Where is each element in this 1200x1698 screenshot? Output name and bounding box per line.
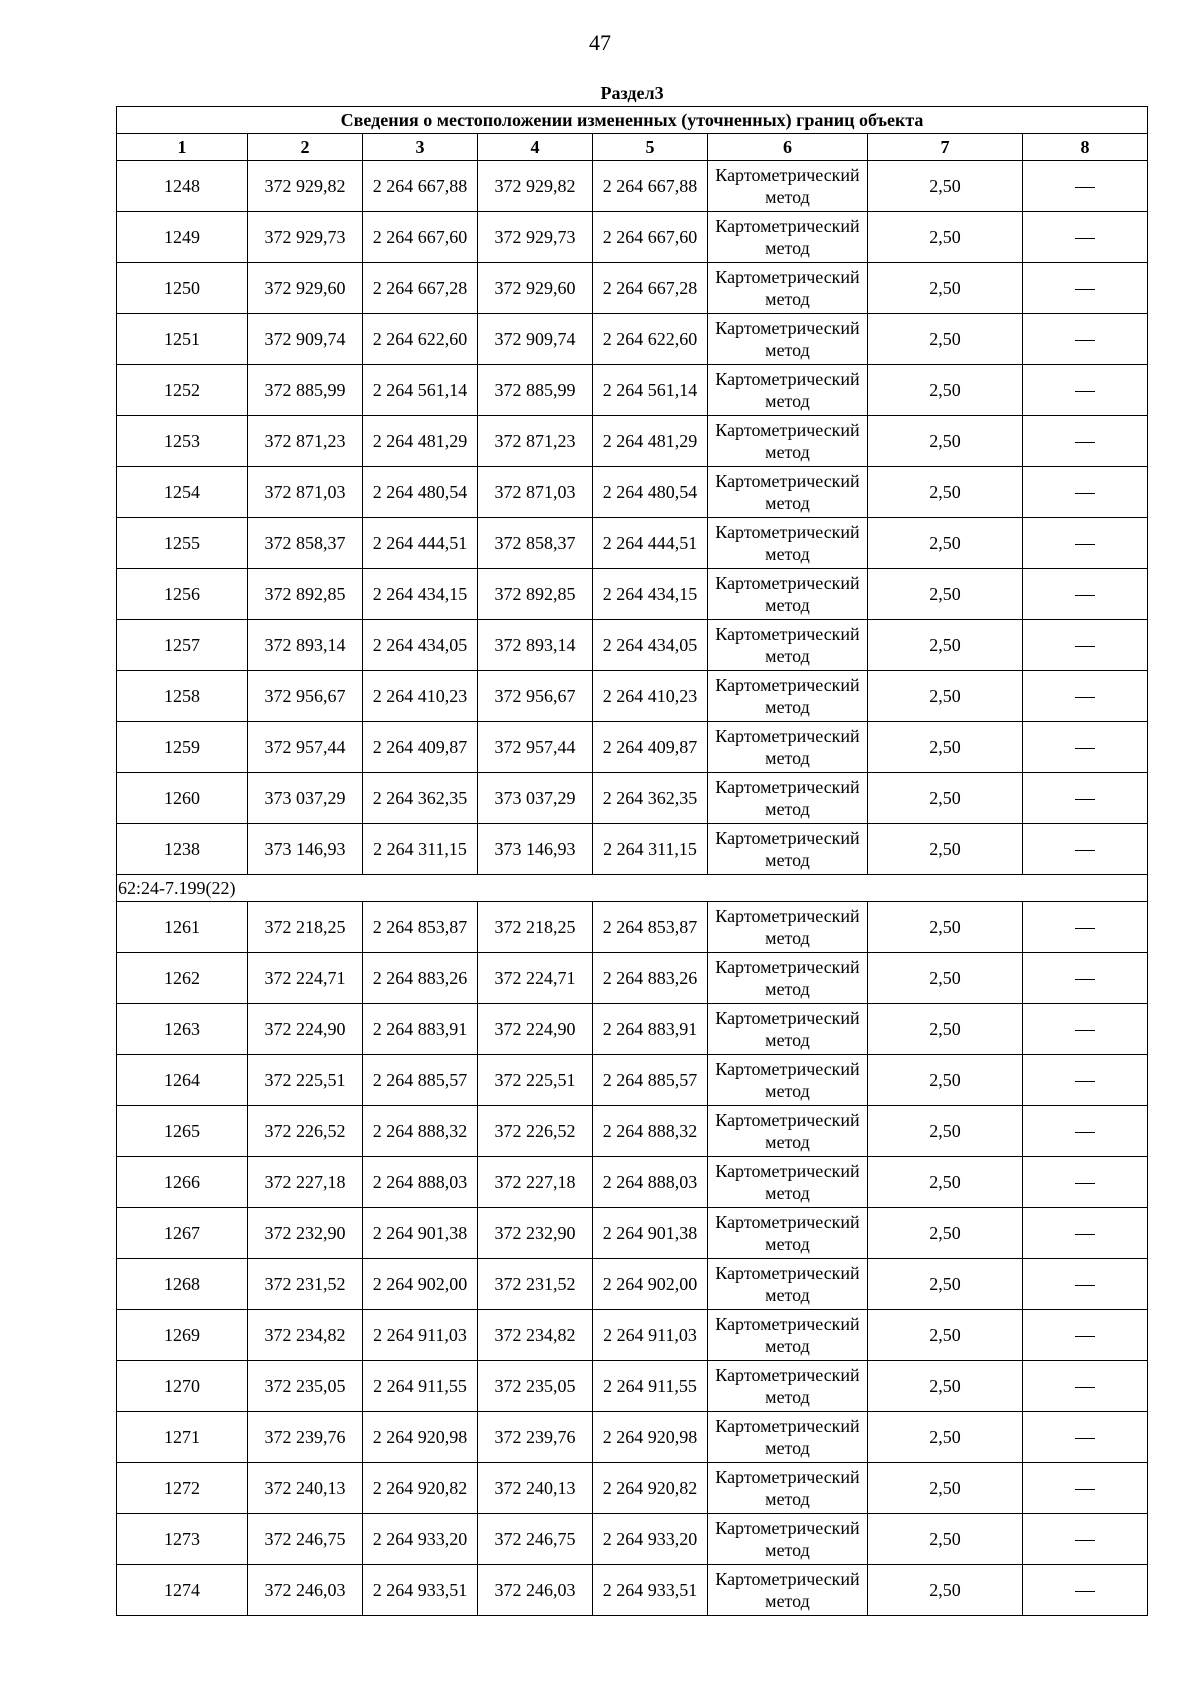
cell-y-refined: 2 264 888,03 [593,1157,708,1208]
cell-method: Картометрический метод [708,161,868,212]
cell-x-refined: 372 957,44 [478,722,593,773]
table-row [117,902,1148,953]
cell-accuracy: 2,50 [868,824,1023,875]
cell-x-refined: 372 224,90 [478,1004,593,1055]
table-row [117,1157,1148,1208]
cell-method: Картометрический метод [708,1004,868,1055]
cell-method: Картометрический метод [708,1055,868,1106]
cell-point-number: 1258 [117,671,248,722]
cell-y-existing: 2 264 933,20 [363,1514,478,1565]
table-row [117,620,1148,671]
cell-y-refined: 2 264 911,03 [593,1310,708,1361]
table-row [117,365,1148,416]
cell-y-existing: 2 264 622,60 [363,314,478,365]
cell-y-refined: 2 264 901,38 [593,1208,708,1259]
cell-x-existing: 372 929,73 [248,212,363,263]
cell-method: Картометрический метод [708,1514,868,1565]
cell-x-refined: 373 037,29 [478,773,593,824]
cell-empty [1023,1514,1148,1565]
column-number-1: 1 [117,134,248,161]
cell-x-existing: 372 224,90 [248,1004,363,1055]
cell-empty [1023,1259,1148,1310]
table-row [117,671,1148,722]
cell-x-refined: 372 232,90 [478,1208,593,1259]
cell-point-number: 1255 [117,518,248,569]
cell-y-refined: 2 264 933,51 [593,1565,708,1616]
cell-accuracy: 2,50 [868,263,1023,314]
cell-point-number: 1249 [117,212,248,263]
cell-x-existing: 372 225,51 [248,1055,363,1106]
dash-icon [1075,238,1095,239]
cell-accuracy: 2,50 [868,1157,1023,1208]
dash-icon [1075,1132,1095,1133]
cell-x-existing: 372 218,25 [248,902,363,953]
cell-method: Картометрический метод [708,1259,868,1310]
page-number: 47 [589,30,611,55]
cell-y-existing: 2 264 667,28 [363,263,478,314]
cell-y-existing: 2 264 920,82 [363,1463,478,1514]
cell-method: Картометрический метод [708,212,868,263]
cell-x-existing: 372 957,44 [248,722,363,773]
cell-point-number: 1274 [117,1565,248,1616]
cell-y-existing: 2 264 434,05 [363,620,478,671]
cell-x-existing: 372 227,18 [248,1157,363,1208]
cell-y-existing: 2 264 667,60 [363,212,478,263]
column-number-5: 5 [593,134,708,161]
cell-x-existing: 372 234,82 [248,1310,363,1361]
cell-point-number: 1273 [117,1514,248,1565]
cell-x-existing: 372 239,76 [248,1412,363,1463]
cell-empty [1023,1361,1148,1412]
dash-icon [1075,595,1095,596]
dash-icon [1075,697,1095,698]
cell-empty [1023,569,1148,620]
dash-icon [1075,1591,1095,1592]
cell-empty [1023,1412,1148,1463]
cell-x-existing: 372 929,60 [248,263,363,314]
cell-x-existing: 372 892,85 [248,569,363,620]
dash-icon [1075,1183,1095,1184]
cell-point-number: 1248 [117,161,248,212]
table-row [117,569,1148,620]
table-row [117,1361,1148,1412]
column-number-7: 7 [868,134,1023,161]
cell-x-existing: 372 246,75 [248,1514,363,1565]
cell-accuracy: 2,50 [868,365,1023,416]
cell-accuracy: 2,50 [868,1565,1023,1616]
cell-method: Картометрический метод [708,314,868,365]
table-row [117,1412,1148,1463]
table-row [117,1004,1148,1055]
cell-x-existing: 372 240,13 [248,1463,363,1514]
cell-empty [1023,902,1148,953]
table-row [117,1208,1148,1259]
cell-x-existing: 372 871,03 [248,467,363,518]
cell-y-existing: 2 264 480,54 [363,467,478,518]
cell-empty [1023,1310,1148,1361]
cell-empty [1023,467,1148,518]
cell-accuracy: 2,50 [868,1412,1023,1463]
cell-y-existing: 2 264 561,14 [363,365,478,416]
cell-y-refined: 2 264 888,32 [593,1106,708,1157]
cell-x-refined: 372 909,74 [478,314,593,365]
cell-method: Картометрический метод [708,902,868,953]
cell-point-number: 1264 [117,1055,248,1106]
cell-y-existing: 2 264 311,15 [363,824,478,875]
dash-icon [1075,646,1095,647]
cell-accuracy: 2,50 [868,1259,1023,1310]
cell-method: Картометрический метод [708,263,868,314]
cell-method: Картометрический метод [708,518,868,569]
cell-x-refined: 372 225,51 [478,1055,593,1106]
cell-y-refined: 2 264 902,00 [593,1259,708,1310]
table-row [117,314,1148,365]
table-title: Сведения о местоположении измененных (уточненных) границ объекта [117,107,1148,134]
cell-empty [1023,1004,1148,1055]
cell-accuracy: 2,50 [868,1106,1023,1157]
cell-point-number: 1254 [117,467,248,518]
cell-x-refined: 372 871,03 [478,467,593,518]
cell-y-refined: 2 264 920,82 [593,1463,708,1514]
column-number-3: 3 [363,134,478,161]
cell-method: Картометрический метод [708,1361,868,1412]
cell-y-refined: 2 264 481,29 [593,416,708,467]
cell-empty [1023,314,1148,365]
cell-x-refined: 372 226,52 [478,1106,593,1157]
boundary-table [116,80,1148,1616]
group-row [117,875,1148,902]
table-row [117,773,1148,824]
dash-icon [1075,1489,1095,1490]
dash-icon [1075,850,1095,851]
cell-y-refined: 2 264 444,51 [593,518,708,569]
cell-accuracy: 2,50 [868,1055,1023,1106]
cell-y-existing: 2 264 933,51 [363,1565,478,1616]
cell-empty [1023,824,1148,875]
cell-y-refined: 2 264 667,60 [593,212,708,263]
cell-x-existing: 372 929,82 [248,161,363,212]
dash-icon [1075,340,1095,341]
cell-method: Картометрический метод [708,416,868,467]
cell-x-existing: 372 232,90 [248,1208,363,1259]
column-number-2: 2 [248,134,363,161]
cell-y-existing: 2 264 883,26 [363,953,478,1004]
cell-point-number: 1257 [117,620,248,671]
cell-x-refined: 372 246,03 [478,1565,593,1616]
table-row [117,953,1148,1004]
cell-method: Картометрический метод [708,1106,868,1157]
group-label: 62:24-7.199(22) [117,875,1148,902]
cell-point-number: 1253 [117,416,248,467]
cell-accuracy: 2,50 [868,569,1023,620]
cell-x-existing: 372 885,99 [248,365,363,416]
cell-y-refined: 2 264 434,15 [593,569,708,620]
cell-accuracy: 2,50 [868,467,1023,518]
table-row [117,161,1148,212]
cell-accuracy: 2,50 [868,1514,1023,1565]
cell-y-refined: 2 264 933,20 [593,1514,708,1565]
cell-y-existing: 2 264 901,38 [363,1208,478,1259]
cell-y-refined: 2 264 667,28 [593,263,708,314]
dash-icon [1075,442,1095,443]
cell-x-refined: 372 893,14 [478,620,593,671]
table-row [117,518,1148,569]
table-row [117,212,1148,263]
cell-empty [1023,1565,1148,1616]
table-row [117,467,1148,518]
cell-x-refined: 372 224,71 [478,953,593,1004]
cell-point-number: 1238 [117,824,248,875]
cell-x-refined: 372 234,82 [478,1310,593,1361]
cell-y-existing: 2 264 409,87 [363,722,478,773]
cell-y-refined: 2 264 409,87 [593,722,708,773]
cell-y-refined: 2 264 311,15 [593,824,708,875]
cell-y-existing: 2 264 902,00 [363,1259,478,1310]
dash-icon [1075,187,1095,188]
cell-point-number: 1263 [117,1004,248,1055]
cell-method: Картометрический метод [708,365,868,416]
cell-accuracy: 2,50 [868,722,1023,773]
cell-y-existing: 2 264 911,55 [363,1361,478,1412]
cell-point-number: 1260 [117,773,248,824]
cell-point-number: 1271 [117,1412,248,1463]
dash-icon [1075,748,1095,749]
cell-method: Картометрический метод [708,620,868,671]
cell-x-existing: 372 224,71 [248,953,363,1004]
cell-empty [1023,518,1148,569]
cell-empty [1023,1055,1148,1106]
cell-accuracy: 2,50 [868,1463,1023,1514]
cell-accuracy: 2,50 [868,671,1023,722]
cell-y-existing: 2 264 883,91 [363,1004,478,1055]
cell-empty [1023,161,1148,212]
cell-y-existing: 2 264 444,51 [363,518,478,569]
cell-y-refined: 2 264 561,14 [593,365,708,416]
cell-y-existing: 2 264 888,32 [363,1106,478,1157]
cell-y-existing: 2 264 667,88 [363,161,478,212]
cell-method: Картометрический метод [708,722,868,773]
cell-y-refined: 2 264 911,55 [593,1361,708,1412]
cell-x-refined: 372 871,23 [478,416,593,467]
column-number-4: 4 [478,134,593,161]
dash-icon [1075,1234,1095,1235]
cell-empty [1023,1208,1148,1259]
cell-y-existing: 2 264 434,15 [363,569,478,620]
cell-x-existing: 373 146,93 [248,824,363,875]
dash-icon [1075,979,1095,980]
cell-y-existing: 2 264 362,35 [363,773,478,824]
cell-y-existing: 2 264 885,57 [363,1055,478,1106]
cell-method: Картометрический метод [708,569,868,620]
dash-icon [1075,289,1095,290]
cell-y-refined: 2 264 883,91 [593,1004,708,1055]
cell-y-refined: 2 264 667,88 [593,161,708,212]
table-row [117,263,1148,314]
table-row [117,1055,1148,1106]
cell-method: Картометрический метод [708,1310,868,1361]
dash-icon [1075,493,1095,494]
cell-y-existing: 2 264 481,29 [363,416,478,467]
cell-x-existing: 372 956,67 [248,671,363,722]
dash-icon [1075,1540,1095,1541]
cell-empty [1023,1463,1148,1514]
cell-accuracy: 2,50 [868,902,1023,953]
dash-icon [1075,1030,1095,1031]
cell-method: Картометрический метод [708,1463,868,1514]
cell-y-existing: 2 264 911,03 [363,1310,478,1361]
cell-empty [1023,365,1148,416]
cell-point-number: 1270 [117,1361,248,1412]
cell-point-number: 1252 [117,365,248,416]
dash-icon [1075,544,1095,545]
cell-x-refined: 372 929,73 [478,212,593,263]
cell-x-existing: 372 246,03 [248,1565,363,1616]
cell-y-refined: 2 264 853,87 [593,902,708,953]
cell-x-existing: 372 858,37 [248,518,363,569]
cell-accuracy: 2,50 [868,416,1023,467]
dash-icon [1075,1081,1095,1082]
cell-y-existing: 2 264 920,98 [363,1412,478,1463]
cell-x-existing: 372 226,52 [248,1106,363,1157]
cell-y-existing: 2 264 888,03 [363,1157,478,1208]
dash-icon [1075,1285,1095,1286]
section-label: Раздел3 [117,80,1148,107]
table-row [117,416,1148,467]
cell-y-refined: 2 264 434,05 [593,620,708,671]
cell-y-refined: 2 264 362,35 [593,773,708,824]
cell-empty [1023,722,1148,773]
dash-icon [1075,928,1095,929]
cell-point-number: 1268 [117,1259,248,1310]
cell-y-refined: 2 264 885,57 [593,1055,708,1106]
cell-x-refined: 372 858,37 [478,518,593,569]
cell-method: Картометрический метод [708,824,868,875]
table-row [117,1106,1148,1157]
table-row [117,1565,1148,1616]
cell-x-existing: 373 037,29 [248,773,363,824]
cell-accuracy: 2,50 [868,1208,1023,1259]
cell-point-number: 1262 [117,953,248,1004]
cell-point-number: 1265 [117,1106,248,1157]
cell-x-refined: 372 929,82 [478,161,593,212]
cell-method: Картометрический метод [708,1412,868,1463]
cell-x-refined: 372 246,75 [478,1514,593,1565]
cell-method: Картометрический метод [708,1208,868,1259]
column-number-8: 8 [1023,134,1148,161]
cell-empty [1023,1157,1148,1208]
cell-empty [1023,671,1148,722]
cell-point-number: 1261 [117,902,248,953]
cell-method: Картометрический метод [708,773,868,824]
cell-empty [1023,263,1148,314]
table-row [117,824,1148,875]
table-row [117,1463,1148,1514]
cell-empty [1023,212,1148,263]
cell-x-refined: 373 146,93 [478,824,593,875]
cell-x-refined: 372 885,99 [478,365,593,416]
cell-y-refined: 2 264 480,54 [593,467,708,518]
cell-x-existing: 372 871,23 [248,416,363,467]
dash-icon [1075,799,1095,800]
cell-y-existing: 2 264 410,23 [363,671,478,722]
cell-accuracy: 2,50 [868,773,1023,824]
dash-icon [1075,1438,1095,1439]
cell-accuracy: 2,50 [868,1310,1023,1361]
table-row [117,1514,1148,1565]
cell-x-refined: 372 929,60 [478,263,593,314]
cell-y-existing: 2 264 853,87 [363,902,478,953]
cell-x-existing: 372 909,74 [248,314,363,365]
cell-x-existing: 372 231,52 [248,1259,363,1310]
cell-x-existing: 372 235,05 [248,1361,363,1412]
cell-y-refined: 2 264 883,26 [593,953,708,1004]
table-row [117,1259,1148,1310]
column-number-row [117,134,1148,161]
cell-accuracy: 2,50 [868,212,1023,263]
table-body [117,161,1148,1616]
cell-empty [1023,953,1148,1004]
dash-icon [1075,1336,1095,1337]
cell-y-refined: 2 264 622,60 [593,314,708,365]
cell-point-number: 1267 [117,1208,248,1259]
cell-point-number: 1266 [117,1157,248,1208]
cell-method: Картометрический метод [708,1157,868,1208]
dash-icon [1075,391,1095,392]
cell-method: Картометрический метод [708,671,868,722]
cell-x-refined: 372 240,13 [478,1463,593,1514]
cell-x-refined: 372 239,76 [478,1412,593,1463]
cell-point-number: 1269 [117,1310,248,1361]
cell-accuracy: 2,50 [868,953,1023,1004]
cell-x-refined: 372 235,05 [478,1361,593,1412]
cell-point-number: 1272 [117,1463,248,1514]
cell-point-number: 1250 [117,263,248,314]
dash-icon [1075,1387,1095,1388]
table-row [117,722,1148,773]
cell-empty [1023,773,1148,824]
cell-point-number: 1251 [117,314,248,365]
cell-empty [1023,416,1148,467]
cell-x-refined: 372 231,52 [478,1259,593,1310]
cell-x-refined: 372 227,18 [478,1157,593,1208]
cell-y-refined: 2 264 920,98 [593,1412,708,1463]
cell-x-refined: 372 892,85 [478,569,593,620]
cell-point-number: 1259 [117,722,248,773]
cell-accuracy: 2,50 [868,1004,1023,1055]
cell-point-number: 1256 [117,569,248,620]
cell-x-refined: 372 218,25 [478,902,593,953]
table-row [117,1310,1148,1361]
cell-empty [1023,620,1148,671]
cell-method: Картометрический метод [708,467,868,518]
cell-accuracy: 2,50 [868,314,1023,365]
column-number-6: 6 [708,134,868,161]
cell-accuracy: 2,50 [868,161,1023,212]
cell-method: Картометрический метод [708,1565,868,1616]
cell-accuracy: 2,50 [868,620,1023,671]
cell-accuracy: 2,50 [868,1361,1023,1412]
cell-accuracy: 2,50 [868,518,1023,569]
cell-x-existing: 372 893,14 [248,620,363,671]
cell-empty [1023,1106,1148,1157]
cell-x-refined: 372 956,67 [478,671,593,722]
cell-y-refined: 2 264 410,23 [593,671,708,722]
cell-method: Картометрический метод [708,953,868,1004]
